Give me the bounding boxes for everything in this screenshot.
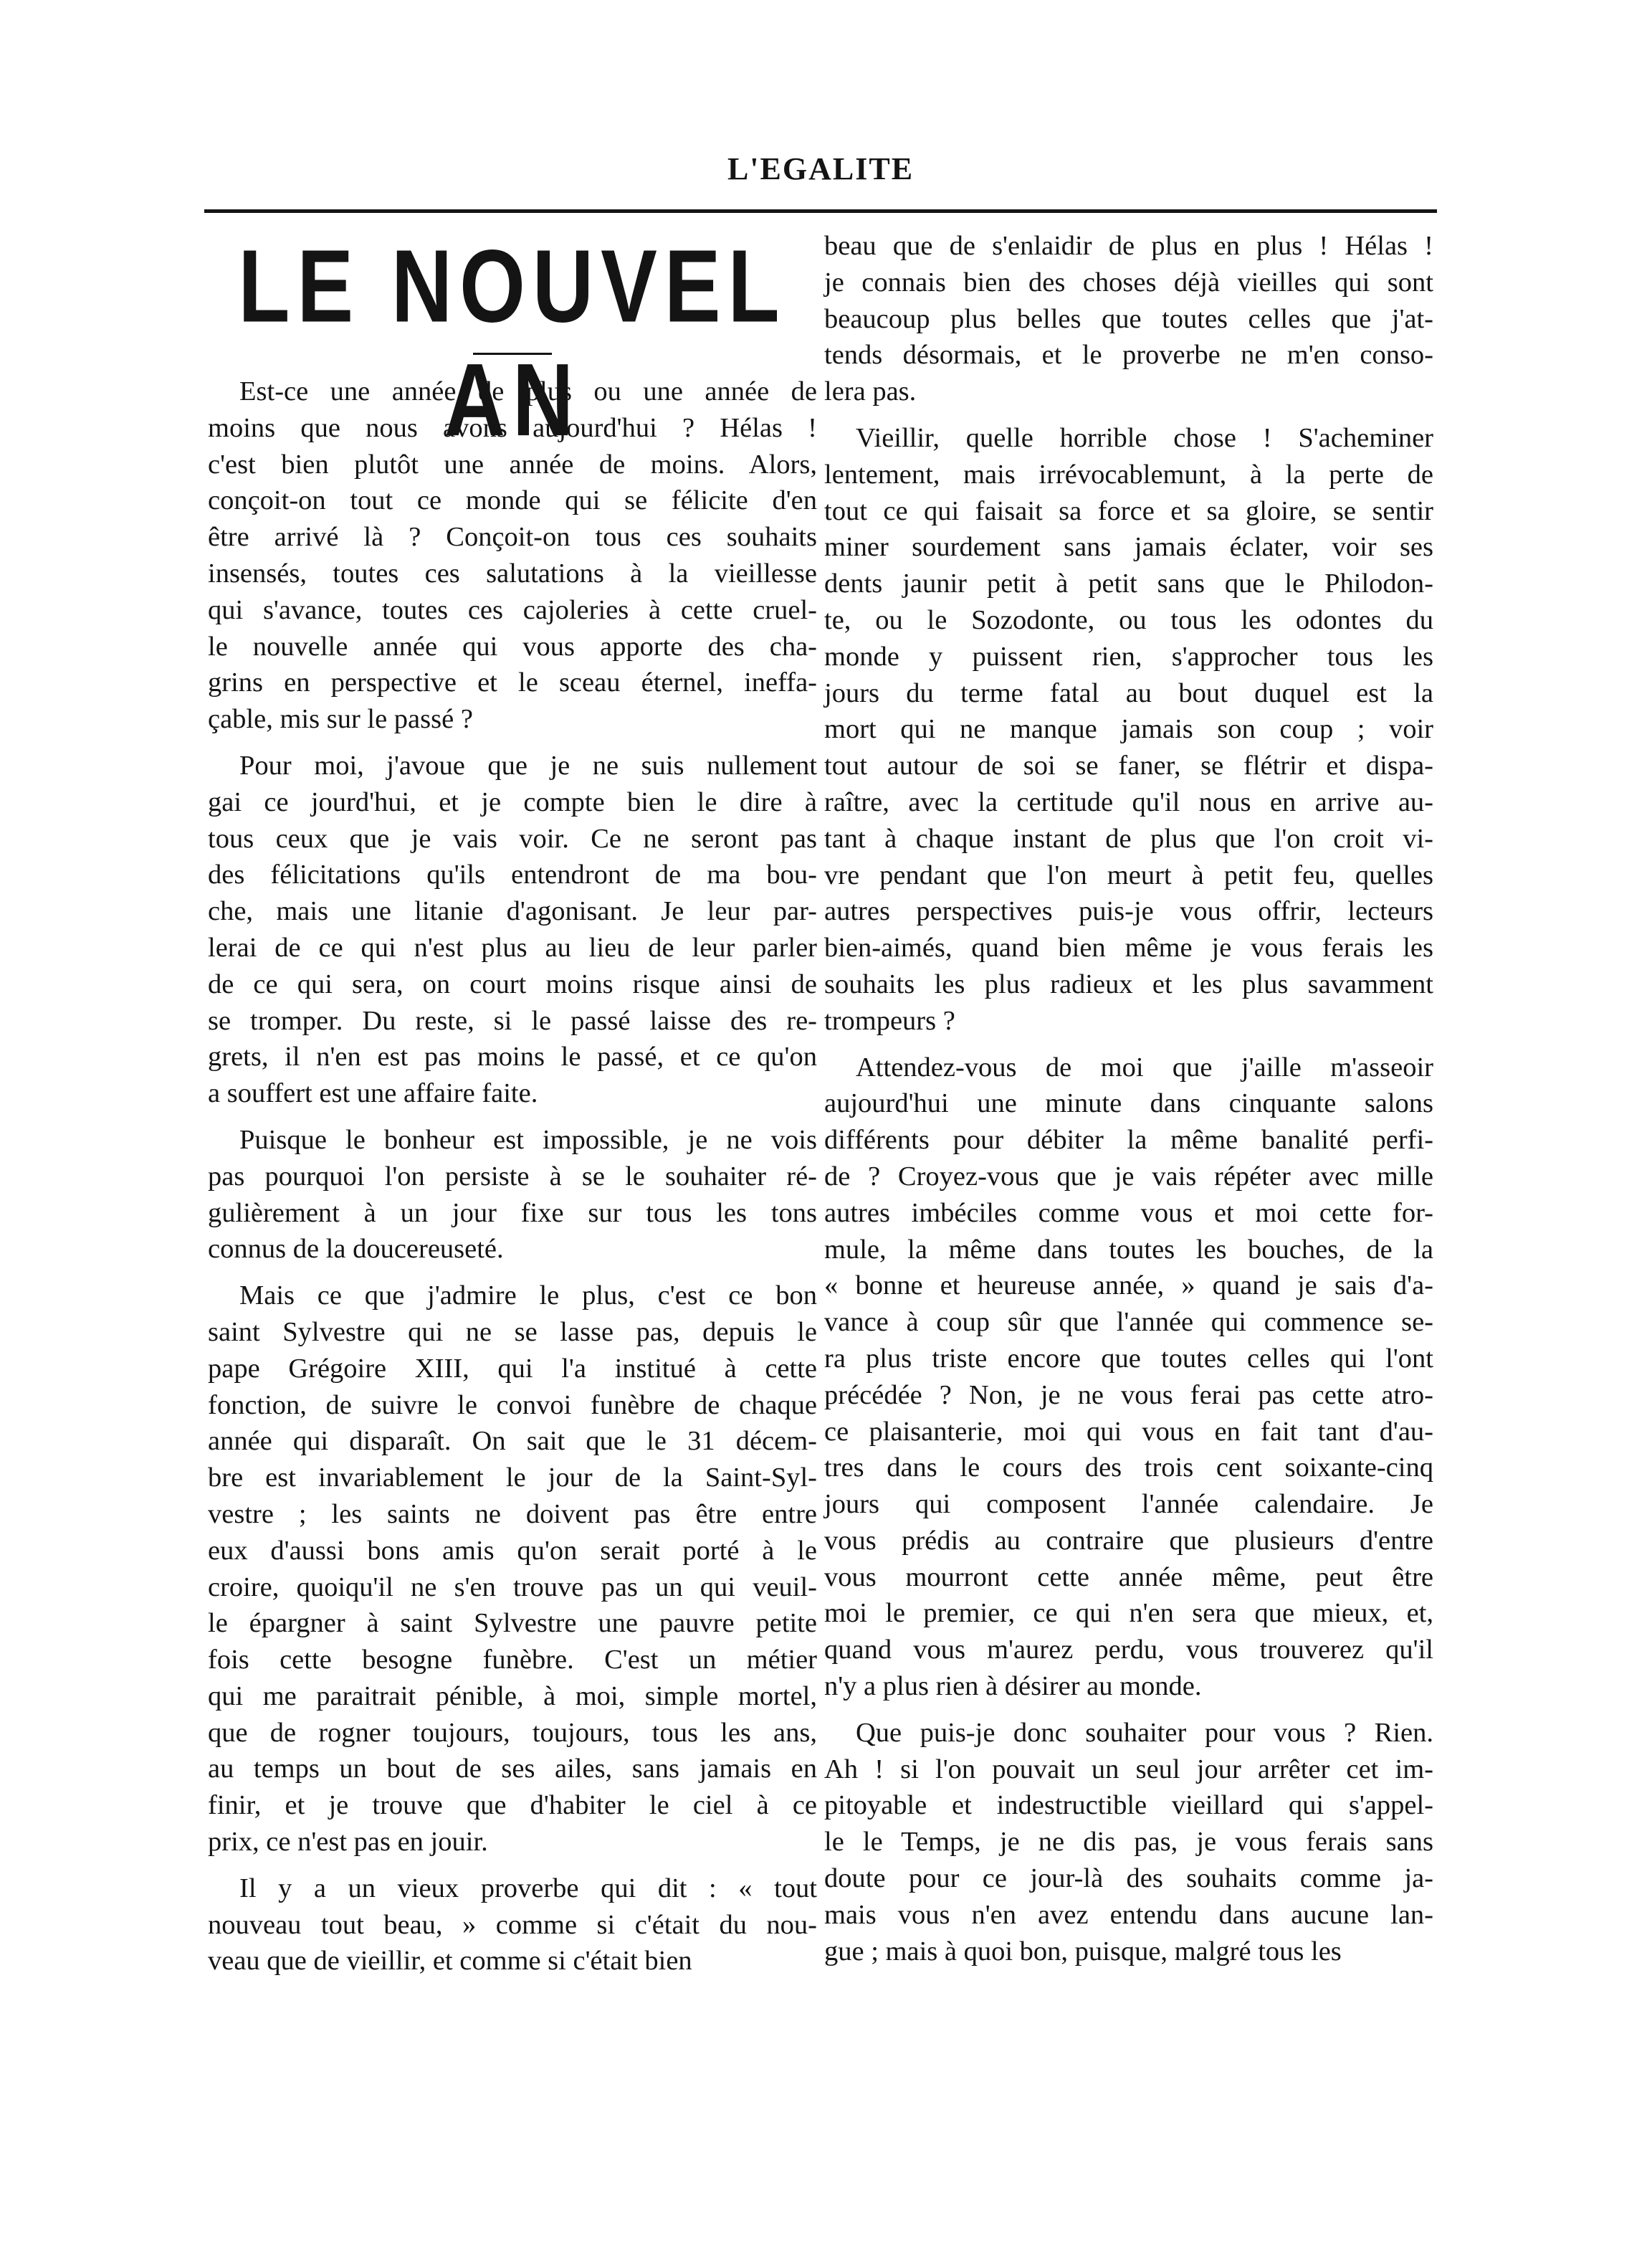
paragraph <box>208 1122 817 1268</box>
text-line: mais vous n'en avez entendu dans aucune lan- <box>824 1899 1433 1930</box>
text-line: autres imbéciles comme vous et moi cette for- <box>824 1197 1433 1228</box>
header-rule <box>204 209 1437 213</box>
text-line: Attendez-vous de moi que j'aille m'asseoir <box>856 1052 1433 1083</box>
paragraph <box>208 1870 817 1979</box>
text-line: Puisque le bonheur est impossible, je ne vois <box>239 1124 817 1155</box>
text-line: pape Grégoire XIII, qui l'a institué à cette <box>208 1353 817 1384</box>
text-line: grins en perspective et le sceau éternel, ineffa- <box>208 667 817 698</box>
text-line: insensés, toutes ces salutations à la vieillesse <box>208 558 817 589</box>
text-line: bien-aimés, quand bien même je vous ferais les <box>824 933 1433 964</box>
text-line: moi le premier, ce qui n'en sera que mieux, et, <box>824 1598 1433 1629</box>
article-title: LE NOUVEL AN <box>238 229 787 458</box>
text-line: des félicitations qu'ils entendront de ma bou- <box>208 860 817 890</box>
text-line: bre est invariablement le jour de la Saint-Syl- <box>208 1463 817 1493</box>
text-line: jours du terme fatal au bout duquel est la <box>824 677 1433 708</box>
text-line: ra plus triste encore que toutes celles qui l'ont <box>824 1343 1433 1374</box>
text-line: le le Temps, je ne dis pas, je vous ferais sans <box>824 1827 1433 1858</box>
text-line: année qui disparaît. On sait que le 31 décem- <box>208 1426 817 1457</box>
text-line: qui s'avance, toutes ces cajoleries à cette cruel- <box>208 594 817 625</box>
left-column <box>208 228 817 1989</box>
text-line: Est-ce une année de plus ou une année de <box>239 376 817 406</box>
text-line: ce plaisanterie, moi qui vous en fait tant d'au- <box>824 1416 1433 1447</box>
text-line: nouveau tout beau, » comme si c'était du nou- <box>208 1909 817 1940</box>
text-line: Vieillir, quelle horrible chose ! S'acheminer <box>856 422 1433 453</box>
text-line: de ? Croyez-vous que je vais répéter avec mille <box>824 1161 1433 1192</box>
text-line: conçoit-on tout ce monde qui se félicite d'en <box>208 485 817 516</box>
text-line: différents pour débiter la même banalité perfi- <box>824 1125 1433 1156</box>
text-line: autres perspectives puis-je vous offrir, lecteurs <box>824 896 1433 927</box>
text-line: précédée ? Non, je ne vous ferai pas cette atro- <box>824 1379 1433 1410</box>
text-line: pitoyable et indestructible vieillard qui s'appel- <box>824 1790 1433 1821</box>
text-line: c'est bien plutôt une année de moins. Alors, <box>208 449 817 480</box>
text-line: vestre ; les saints ne doivent pas être entre <box>208 1498 817 1529</box>
right-column-text <box>824 228 1433 1969</box>
text-line: beau que de s'enlaidir de plus en plus ! Hélas ! <box>824 231 1433 261</box>
text-line: croire, quoiqu'il ne s'en trouve pas un qui veuil- <box>208 1571 817 1602</box>
text-line: eux d'aussi bons amis qu'on serait porté à le <box>208 1535 817 1566</box>
text-line: au temps un bout de ses ailes, sans jamais en <box>208 1754 817 1784</box>
text-line: quand vous m'aurez perdu, vous trouverez qu'il <box>824 1635 1433 1665</box>
text-line: Que puis-je donc souhaiter pour vous ? Rien. <box>856 1717 1433 1748</box>
left-column-text <box>208 374 817 1979</box>
text-line: moins que nous avons aujourd'hui ? Hélas ! <box>208 412 817 443</box>
text-line: beaucoup plus belles que toutes celles que j'at- <box>824 303 1433 334</box>
text-line: finir, et je trouve que d'habiter le ciel à ce <box>208 1790 817 1821</box>
paragraph <box>208 748 817 1112</box>
text-line: che, mais une litanie d'agonisant. Je leur par- <box>208 896 817 927</box>
text-line: saint Sylvestre qui ne se lasse pas, depuis le <box>208 1316 817 1347</box>
text-line: je connais bien des choses déjà vieilles qui sont <box>824 267 1433 298</box>
text-line: Pour moi, j'avoue que je ne suis nullement <box>239 750 817 781</box>
text-line: lentement, mais irrévocablemunt, à la perte de <box>824 459 1433 490</box>
text-line: lera pas. <box>824 376 917 407</box>
text-line: se tromper. Du reste, si le passé laisse des re- <box>208 1005 817 1036</box>
text-line: connus de la doucereuseté. <box>208 1234 504 1265</box>
text-line: vance à coup sûr que l'année qui commence se- <box>824 1307 1433 1338</box>
text-line: Il y a un vieux proverbe qui dit : « tout <box>239 1873 817 1903</box>
text-line: pas pourquoi l'on persiste à se le souhaiter ré- <box>208 1161 817 1192</box>
text-line: vous prédis au contraire que plusieurs d'entre <box>824 1525 1433 1556</box>
text-line: çable, mis sur le passé ? <box>208 704 473 735</box>
running-head: L'EGALITE <box>727 151 915 186</box>
text-line: trompeurs ? <box>824 1005 955 1036</box>
text-line: tends désormais, et le proverbe ne m'en conso- <box>824 340 1433 371</box>
text-line: mule, la même dans toutes les bouches, de la <box>824 1234 1433 1265</box>
text-line: doute pour ce jour-là des souhaits comme ja- <box>824 1863 1433 1894</box>
text-line: tout autour de soi se faner, se flétrir et dispa- <box>824 751 1433 781</box>
text-line: fois cette besogne funèbre. C'est un métier <box>208 1645 817 1675</box>
text-line: tout ce qui faisait sa force et sa gloire, se sentir <box>824 495 1433 526</box>
text-line: « bonne et heureuse année, » quand je sais d'a- <box>824 1270 1433 1301</box>
text-line: jours qui composent l'année calendaire. Je <box>824 1489 1433 1520</box>
text-line: grets, il n'en est pas moins le passé, et ce qu'on <box>208 1042 817 1073</box>
text-line: dents jaunir petit à petit sans que le Philodon- <box>824 569 1433 599</box>
text-line: tant à chaque instant de plus que l'on croit vi- <box>824 823 1433 854</box>
text-line: Ah ! si l'on pouvait un seul jour arrêter cet im- <box>824 1754 1433 1784</box>
text-line: tres dans le cours des trois cent soixante-cinq <box>824 1452 1433 1483</box>
paragraph <box>208 1278 817 1860</box>
text-line: n'y a plus rien à désirer au monde. <box>824 1671 1202 1702</box>
paragraph <box>824 228 1433 410</box>
text-line: gulièrement à un jour fixe sur tous les tons <box>208 1197 817 1228</box>
text-line: fonction, de suivre le convoi funèbre de chaque <box>208 1389 817 1420</box>
text-line: te, ou le Sozodonte, ou tous les odontes du <box>824 604 1433 635</box>
text-line: le épargner à saint Sylvestre une pauvre petite <box>208 1608 817 1639</box>
text-line: qui me paraitrait pénible, à moi, simple mortel, <box>208 1680 817 1711</box>
text-line: a souffert est une affaire faite. <box>208 1078 538 1109</box>
text-line: de ce qui sera, on court moins risque ainsi de <box>208 969 817 999</box>
paragraph <box>824 420 1433 1040</box>
text-line: aujourd'hui une minute dans cinquante salons <box>824 1088 1433 1119</box>
text-line: lerai de ce qui n'est plus au lieu de leur parler <box>208 932 817 963</box>
text-line: gue ; mais à quoi bon, puisque, malgré tous les <box>824 1936 1342 1966</box>
text-line: tous ceux que je vais voir. Ce ne seront pas <box>208 823 817 854</box>
text-line: veau que de vieillir, et comme si c'était bien <box>208 1946 692 1977</box>
text-line: vous mourront cette année même, peut être <box>824 1561 1433 1592</box>
paragraph <box>824 1050 1433 1705</box>
text-line: que de rogner toujours, toujours, tous les ans, <box>208 1717 817 1748</box>
text-line: le nouvelle année qui vous apporte des cha- <box>208 631 817 662</box>
text-line: souhaits les plus radieux et les plus savamment <box>824 969 1433 999</box>
right-column <box>824 228 1433 1979</box>
text-line: miner sourdement sans jamais éclater, voir ses <box>824 532 1433 563</box>
text-line: vre pendant que l'on meurt à petit feu, quelles <box>824 860 1433 890</box>
paragraph <box>824 1715 1433 1970</box>
text-line: Mais ce que j'admire le plus, c'est ce bon <box>239 1280 817 1311</box>
text-line: mort qui ne manque jamais son coup ; voir <box>824 714 1433 745</box>
text-line: gai ce jourd'hui, et je compte bien le dire à <box>208 786 817 817</box>
text-line: raître, avec la certitude qu'il nous en arrive au- <box>824 786 1433 817</box>
text-line: être arrivé là ? Conçoit-on tous ces souhaits <box>208 522 817 553</box>
text-line: monde y puissent rien, s'approcher tous les <box>824 641 1433 672</box>
text-line: prix, ce n'est pas en jouir. <box>208 1827 488 1858</box>
